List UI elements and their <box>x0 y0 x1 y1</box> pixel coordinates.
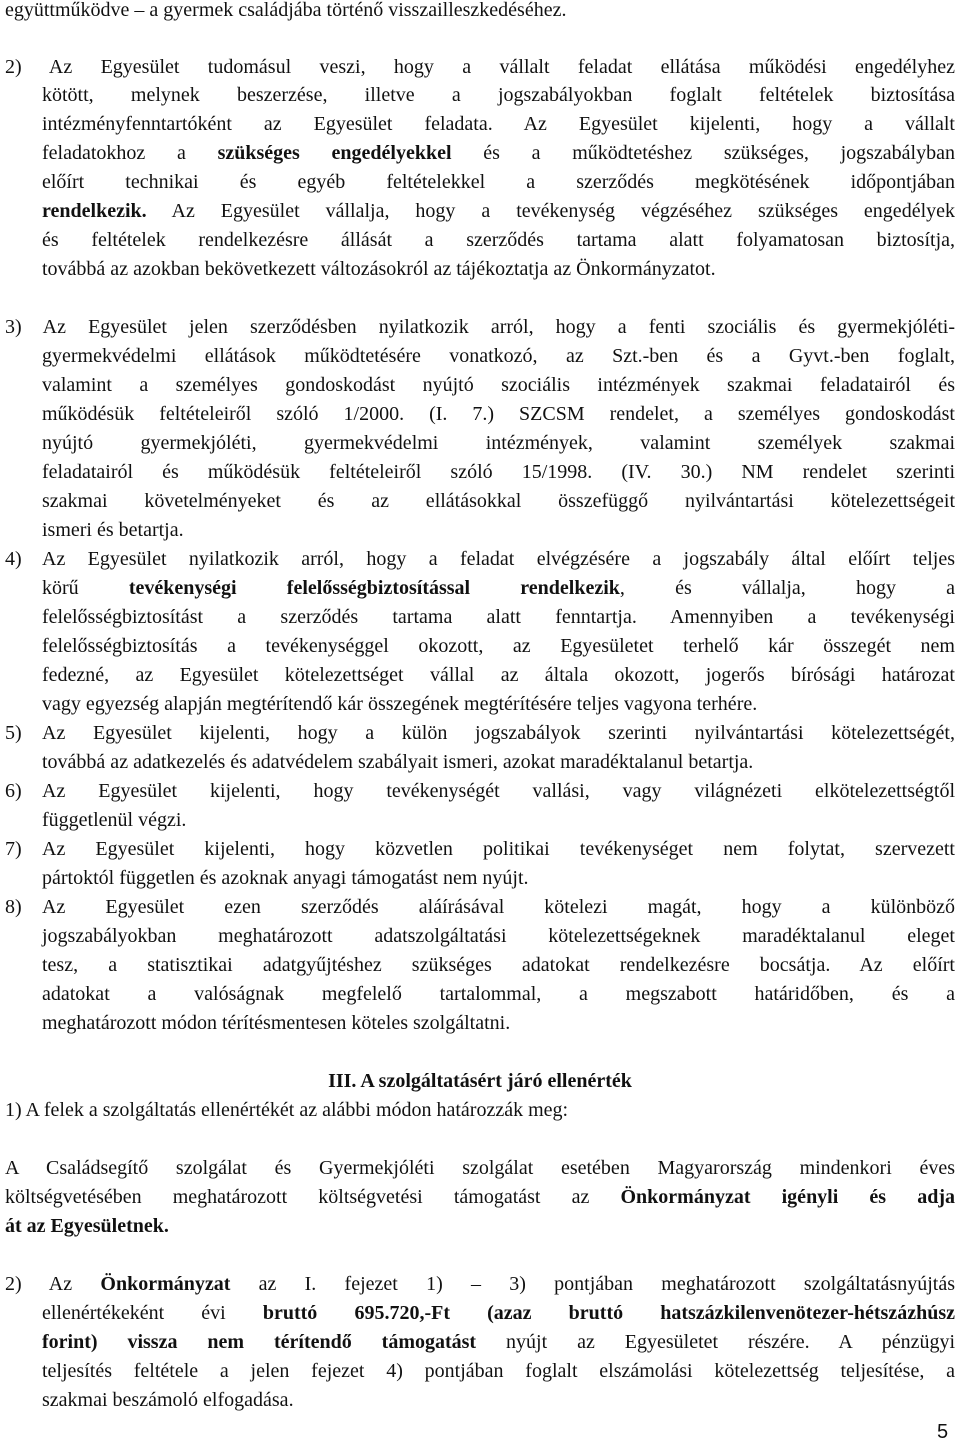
text-line: felelősségbiztosítás a tevékenységgel okozott, az Egyesületet terhelő kár összegét nem <box>42 635 955 657</box>
text-line: teljesítés feltétele a jelen fejezet 4) pontjában foglalt elszámolási kötelezettség teljesítése, a <box>42 1360 955 1382</box>
text-line: Az Egyesület ezen szerződés aláírásával kötelezi magát, hogy a különböző <box>42 896 955 918</box>
text-line: költségvetésében meghatározott költségvetési támogatást az Önkormányzat igényli és adja <box>5 1186 955 1208</box>
text-line: működésük feltételeiről szóló 1/2000. (I. 7.) SZCSM rendelet, a személyes gondoskodást <box>42 403 955 425</box>
text-line: gyermekvédelmi ellátások működtetésére vonatkozó, az Szt.-ben és a Gyvt.-ben foglalt, <box>42 345 955 367</box>
text-line: ellenértékeként évi bruttó 695.720,-Ft (azaz bruttó hatszázkilenvenötezer-hétszázhúsz <box>42 1302 955 1324</box>
text-line: ismeri és betartja. <box>42 519 184 541</box>
text-line: intézményfenntartóként az Egyesület feladata. Az Egyesület kijelenti, hogy a vállalt <box>42 113 955 135</box>
text-line: fedezné, az Egyesület kötelezettséget vállal az általa okozott, jogerős bírósági határozat <box>42 664 955 686</box>
text-line: forint) vissza nem térítendő támogatást nyújt az Egyesületet részére. A pénzügyi <box>42 1331 956 1353</box>
text-line: meghatározott módon térítésmentesen köteles szolgáltatni. <box>42 1012 511 1034</box>
text-line: kötött, melynek beszerzése, illetve a jogszabályokban foglalt feltételek biztosítása <box>42 84 955 106</box>
text-line: adatokat a valóságnak megfelelő tartalommal, a megszabott határidőben, és a <box>42 983 955 1005</box>
text-line: 3) Az Egyesület jelen szerződésben nyilatkozik arról, hogy a fenti szociális és gyermekjóléti- <box>5 316 955 338</box>
text-line: nyújtó gyermekjóléti, gyermekvédelmi intézmények, valamint személyek szakmai <box>42 432 955 454</box>
page-number: 5 <box>937 1421 949 1443</box>
text-line: szakmai követelményeket és az ellátásokkal összefüggő nyilvántartási kötelezettségeit <box>42 490 955 512</box>
text-line: Az Egyesület kijelenti, hogy tevékenységét vallási, vagy világnézeti elkötelezettségtől <box>42 780 955 802</box>
list-number: 8) <box>5 896 22 918</box>
text-line: 2) Az Önkormányzat az I. fejezet 1) – 3) pontjában meghatározott szolgáltatásnyújtás <box>5 1273 955 1295</box>
list-number: 6) <box>5 780 22 802</box>
text-line: 1) A felek a szolgáltatás ellenértékét az alábbi módon határozzák meg: <box>5 1099 569 1121</box>
text-line: szakmai beszámoló elfogadása. <box>42 1389 294 1411</box>
text-line: tesz, a statisztikai adatgyűjtéshez szükséges adatokat rendelkezésre bocsátja. Az előírt <box>42 954 955 976</box>
list-number: 4) <box>5 548 22 570</box>
text-line: Az Egyesület kijelenti, hogy közvetlen politikai tevékenységet nem folytat, szervezett <box>42 838 955 860</box>
text-line: Az Egyesület kijelenti, hogy a külön jogszabályok szerinti nyilvántartási kötelezettségét, <box>42 722 955 744</box>
text-line: továbbá az adatkezelés és adatvédelem szabályait ismeri, azokat maradéktalanul betartja. <box>42 751 754 773</box>
list-number: 5) <box>5 722 22 744</box>
text-line: át az Egyesületnek. <box>5 1215 169 1237</box>
text-line: vagy egyezség alapján megtérítendő kár összegének megtérítésére teljes vagyona terhére. <box>42 693 758 715</box>
text-line: A Családsegítő szolgálat és Gyermekjóléti szolgálat esetében Magyarország mindenkori éves <box>5 1157 955 1179</box>
list-number: 7) <box>5 838 22 860</box>
text-line: pártoktól független és azoknak anyagi támogatást nem nyújt. <box>42 867 529 889</box>
text-line: Az Egyesület nyilatkozik arról, hogy a feladat elvégzésére a jogszabály által előírt teljes <box>42 548 955 570</box>
text-line: körű tevékenységi felelősségbiztosítással rendelkezik, és vállalja, hogy a <box>42 577 955 599</box>
text-line: feladatairól és működésük feltételeiről szóló 15/1998. (IV. 30.) NM rendelet szerinti <box>42 461 955 483</box>
text-line: valamint a személyes gondoskodást nyújtó szociális intézmények szakmai feladatairól és <box>42 374 955 396</box>
text-line: felelősségbiztosítást a szerződés tartama alatt fenntartja. Amennyiben a tevékenységi <box>42 606 955 628</box>
text-line: és feltételek rendelkezésre állását a szerződés tartama alatt folyamatosan biztosítja, <box>42 229 955 251</box>
text-line: függetlenül végzi. <box>42 809 187 831</box>
text-line: együttműködve – a gyermek családjába történő visszailleszkedéséhez. <box>5 0 567 21</box>
text-line: továbbá az azokban bekövetkezett változásokról az tájékoztatja az Önkormányzatot. <box>42 258 716 280</box>
text-line: 2) Az Egyesület tudomásul veszi, hogy a vállalt feladat ellátása működési engedélyhez <box>5 56 955 78</box>
text-line: előírt technikai és egyéb feltételekkel a szerződés megkötésének időpontjában <box>42 171 955 193</box>
text-line: feladatokhoz a szükséges engedélyekkel és a működtetéshez szükséges, jogszabályban <box>42 142 955 164</box>
section-heading: III. A szolgáltatásért járó ellenérték <box>328 1070 632 1092</box>
text-line: jogszabályokban meghatározott adatszolgáltatási kötelezettségeknek maradéktalanul eleget <box>42 925 955 947</box>
text-line: rendelkezik. Az Egyesület vállalja, hogy a tevékenység végzéséhez szükséges engedélyek <box>42 200 955 222</box>
